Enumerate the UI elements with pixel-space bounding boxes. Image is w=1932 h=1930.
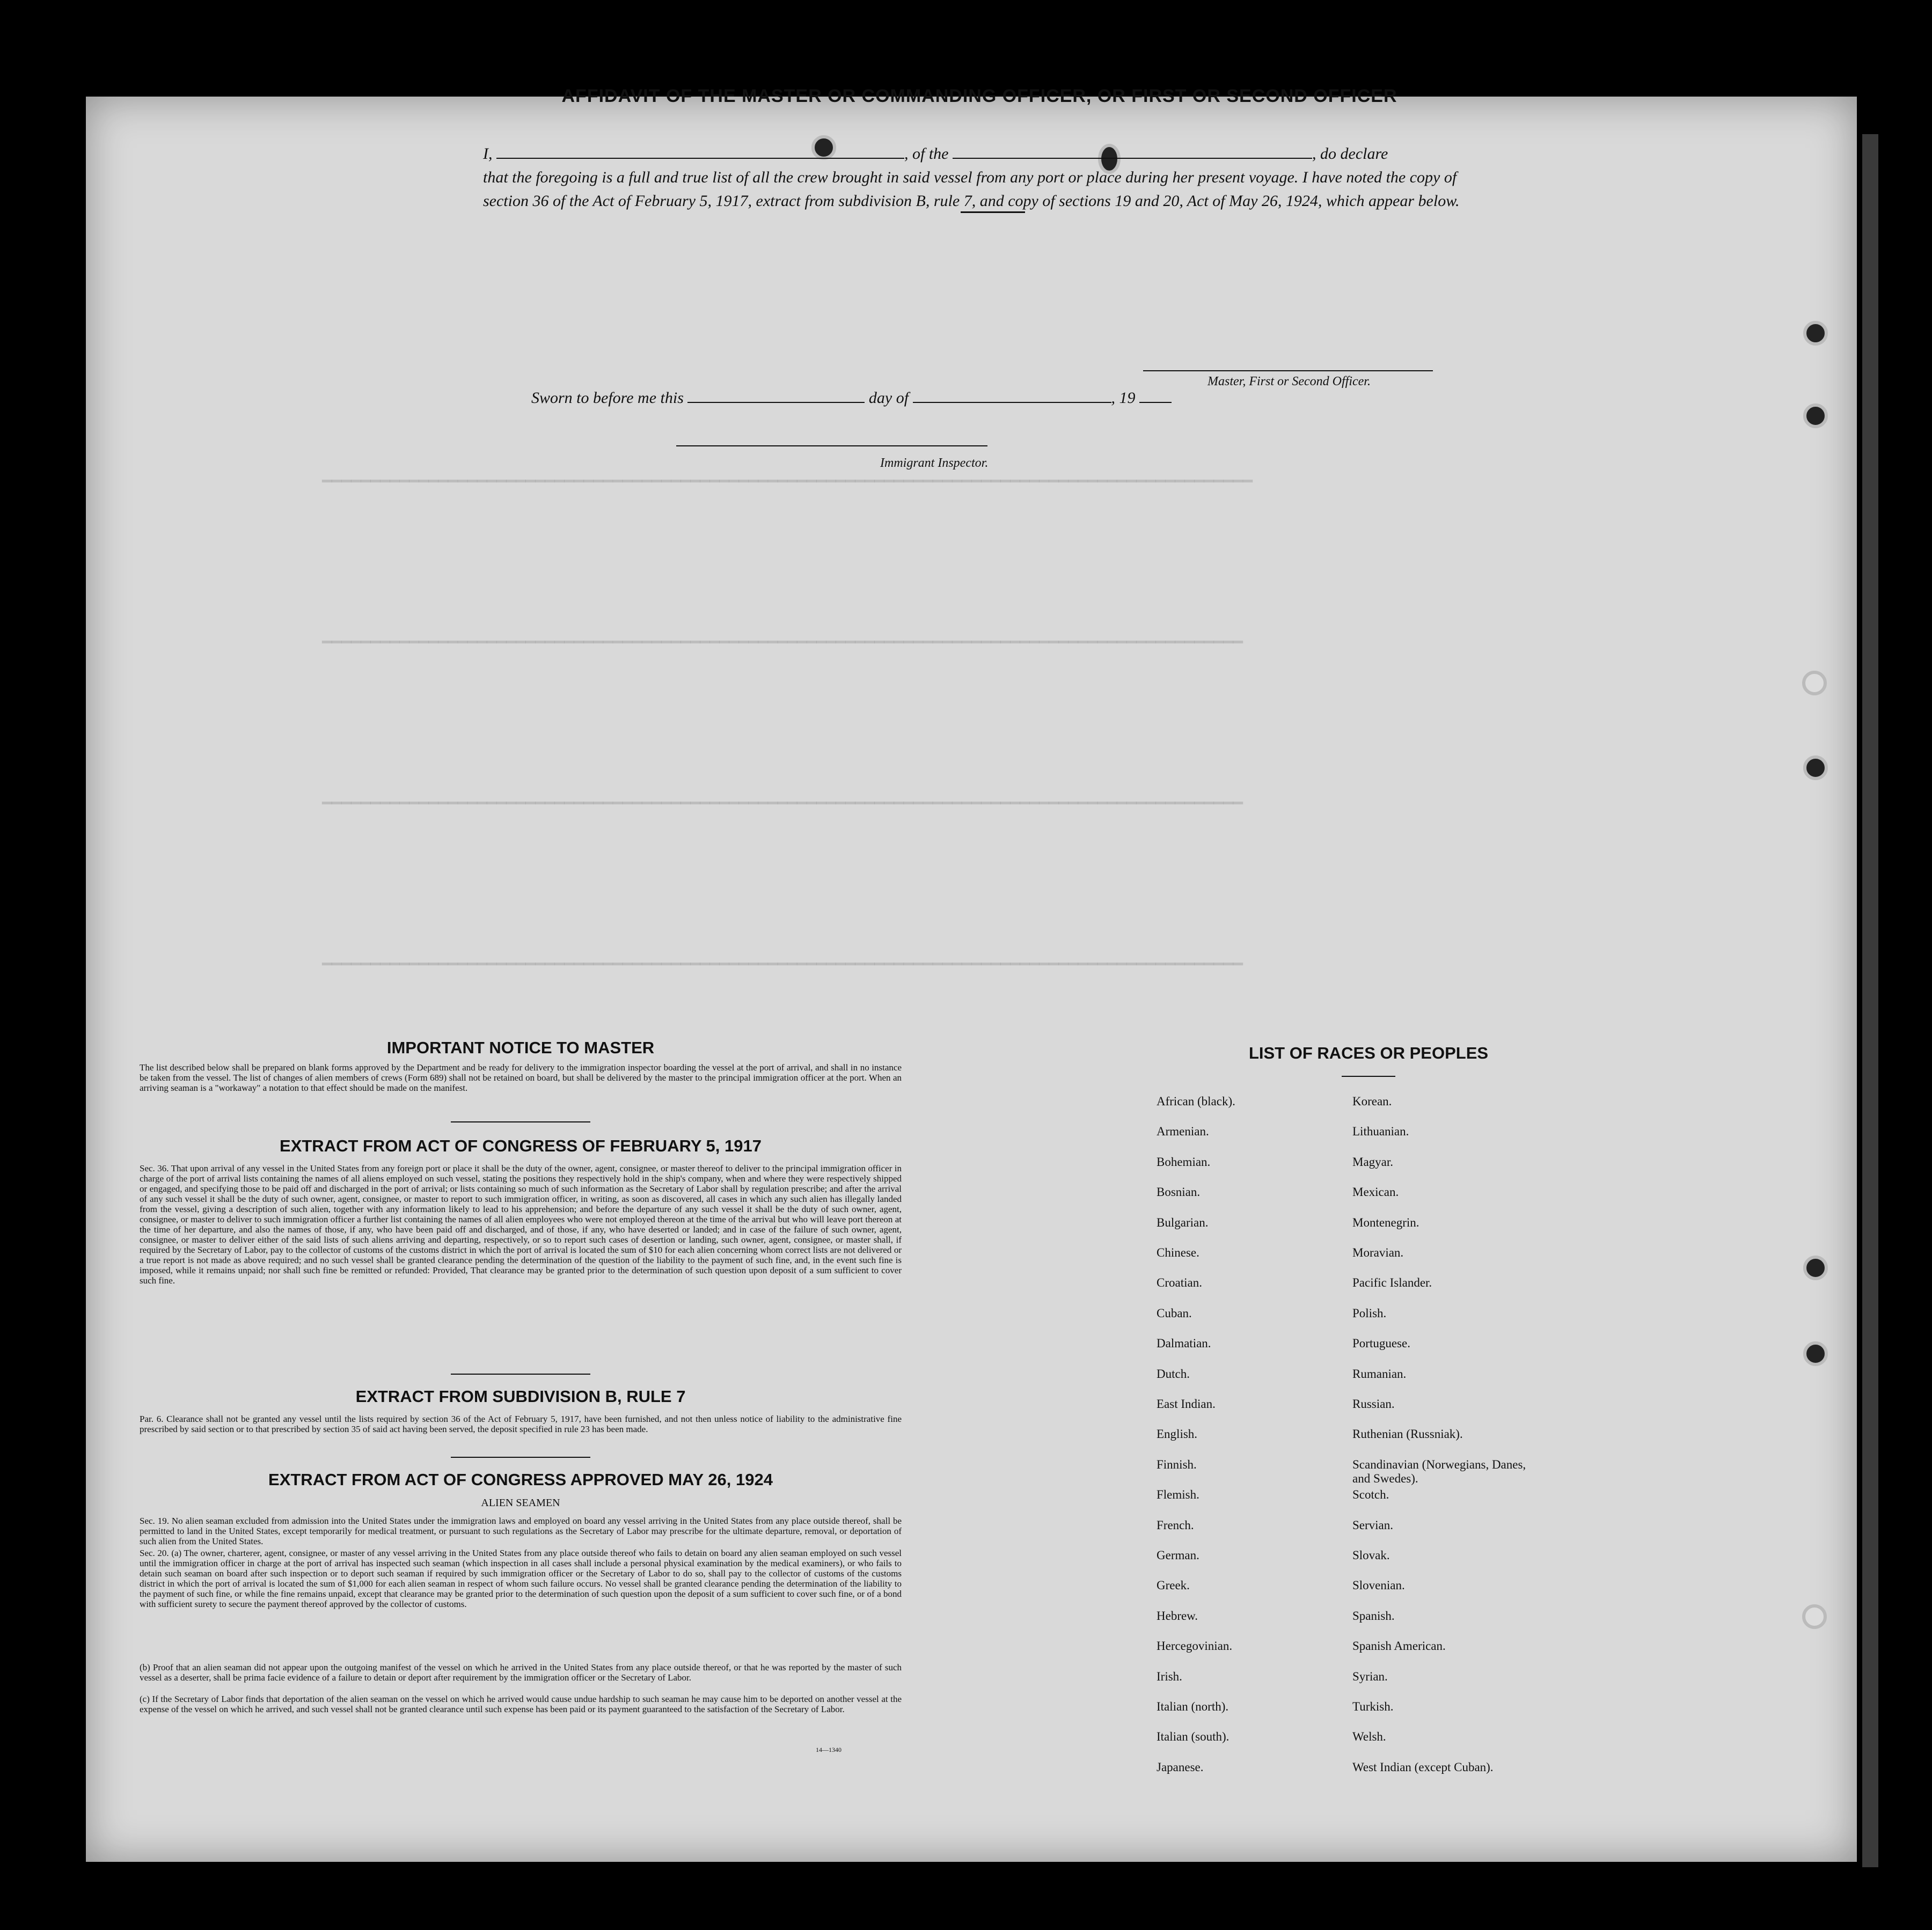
race-item: German. [1157,1549,1199,1562]
race-item: Bulgarian. [1157,1215,1209,1229]
race-item: African (black). [1157,1095,1235,1108]
race-item: Scotch. [1352,1488,1389,1502]
race-item: Greek. [1157,1579,1190,1593]
punch-hole [1803,1256,1828,1280]
affidavit-body: that the foregoing is a full and true list of all the crew brought in said vessel from any port or place during her present voyage. I have noted the copy of section 36 of the Act of February 5, 1917, extract from subdivision B, rule 7, and copy of sections 19 and 20, Act of May 26, 1924, which appear below. [483,168,1460,210]
rule7-text: Par. 6. Clearance shall not be granted any vessel until the lists required by section 36 of the Act of February 5, 1917, have been furnished, and not then unless notice of liability to the administrative fine prescribed by said section or to that prescribed by section 35 of said act having been served, the deposit specified in rule 23 has been made. [140,1414,902,1434]
race-item: West Indian (except Cuban). [1352,1760,1494,1774]
extract-1917-text: Sec. 36. That upon arrival of any vessel in the United States from any foreign port or place it shall be the duty of the owner, agent, consignee, or master thereof to deliver to the principal immigration officer in charge of the port of arrival lists containing the names of all aliens employed on such vessel, stating the positions they respectively hold in the ship's company, when and where they were respectively shipped or engaged, and specifying those to be paid off and discharged in the port of arrival; or lists containing so much of such information as the Secretary of Labor shall by regulation prescribe; and after the arrival of any such vessel it shall be the duty of such owner, agent, consignee, or master to report to such immigration officer, in writing, as soon as discovered, all cases in which any such alien has illegally landed from the vessel, giving a description of such alien, together with any information likely to lead to his apprehension; and before the departure of any such vessel it shall be the duty of such owner, agent, consignee, or master to deliver to such immigration officer a further list containing the names of all alien employees who were not employed thereon at the time of the arrival but who will leave port thereon at the time of her departure, and also the names of those, if any, who have been paid off and discharged, and of those, if any, who have deserted or landed; and in case of the failure of such owner, agent, consignee, or master to deliver either of the said lists of such aliens arriving and departing, respectively, or so to report such cases of desertion or landing, such owner, agent, consignee, or master shall, if required by the Secretary of Labor, pay to the collector of customs of the customs district in which the port of arrival is located the sum of $10 for each alien concerning whom correct lists are not delivered or a true report is not made as above required; and no such vessel shall be granted clearance pending the determination of the question of the liability to the payment of such fine, and, in the event such fine is imposed, while it remains unpaid; nor shall such fine be remitted or refunded: Provided, That clearance may be granted prior to the determination of such question upon deposit of a sum sufficient to cover such fine. [140,1163,902,1286]
punch-hole [1803,403,1828,428]
race-item: Bohemian. [1157,1155,1211,1169]
extract-1924-sec20c: (c) If the Secretary of Labor finds that deportation of the alien seaman on the vessel on which he arrived would cause undue hardship to such seaman he may cause him to be deported on another vessel at the expense of the vessel on which he arrived, and such vessel shall not be granted clearance until such expense has been paid or its payment guaranteed to the satisfaction of the Secretary of Labor. [140,1694,902,1714]
extract-1924-sec20a: Sec. 20. (a) The owner, charterer, agent, consignee, or master of any vessel arriving in the United States from any place outside thereof who fails to detain on board any alien seaman employed on such vessel until the immigration officer in charge at the port of arrival has inspected such seaman (which inspection in all cases shall include a personal physical examination by the medical examiners), or who fails to detain such seaman on board after such inspection or to deport such seaman if required by such immigration officer or the Secretary of Labor to do so, shall pay to the collector of customs of the customs district in which the port of arrival is located the sum of $1,000 for each alien seaman in respect of whom such failure occurs. No vessel shall be granted clearance pending the determination of the liability to the payment of such fine, or while the fine remains unpaid, except that clearance may be granted prior to the determination of such question upon the deposit of a sum sufficient to cover such fine, or of a bond with sufficient surety to secure the payment thereof approved by the collector of customs. [140,1548,902,1609]
alien-seamen-subtitle: ALIEN SEAMEN [481,1497,560,1509]
extract-1924-sec20b: (b) Proof that an alien seaman did not appear upon the outgoing manifest of the vessel on which he arrived in the United States from any place outside thereof, or that he was reported by the master of such vessel as a deserter, shall be prima facie evidence of a failure to detain or deport after requirement by the immigration officer or the Secretary of Labor. [140,1662,902,1683]
race-item: Cuban. [1157,1306,1192,1320]
race-item: Scandinavian (Norwegians, Danes, and Swedes). [1352,1457,1526,1485]
race-item: Slovenian. [1352,1579,1405,1593]
notice-text: The list described below shall be prepared on blank forms approved by the Department and be ready for delivery to the immigration inspector boarding the vessel at the port of arrival, and shall in no instance be taken from the vessel. The list of changes of alien members of crews (Form 689) shall not be retained on board, but shall be delivered by the master to the principal immigration officer at the port. When an arriving seaman is a "workaway" a notation to that effect should be made on the manifest. [140,1062,902,1093]
name-blank[interactable] [496,158,904,159]
signature-line[interactable] [1143,370,1433,371]
inspector-caption: Immigrant Inspector. [880,456,989,470]
race-item: Moravian. [1352,1246,1404,1259]
race-item: Polish. [1352,1306,1387,1320]
punch-hole [1803,321,1828,346]
extract-1917-title: EXTRACT FROM ACT OF CONGRESS OF FEBRUARY 5, 1917 [280,1136,762,1155]
race-item: Armenian. [1157,1125,1209,1139]
affidavit-text: I, , of the , do declare that the foregoing is a full and true list of all the crew brought in said vessel from any port or place during her present voyage. I have noted the copy of section 36 of the Act of February 5, 1917, extract from subdivision B, rule 7, and copy of sections 19 and 20, Act of May 26, 1924, which appear below. [483,145,1460,210]
race-item: Spanish American. [1352,1639,1446,1653]
extract-1924-title: EXTRACT FROM ACT OF CONGRESS APPROVED MAY 26, 1924 [268,1470,773,1489]
extract-1924-sec19: Sec. 19. No alien seaman excluded from admission into the United States under the immigration laws and employed on board any vessel arriving in the United States from any place outside thereof, shall be permitted to land in the United States, except temporarily for medical treatment, or pursuant to such regulations as the Secretary of Labor may prescribe for the ultimate departure, removal, or deportation of such alien from the United States. [140,1516,902,1546]
bleed-through-text: ━━━━━━━━━━━━━━━━━━━━━━━━━━━━━━━━━━━━━━━━━━━━━━━━━━━━━━━━━━━━━━━━━━━━━━━━━━━━━━━━━━━━━━━━━━━━━━━ [322,635,1243,653]
race-item: Japanese. [1157,1760,1204,1774]
divider [451,1457,590,1458]
race-item: Portuguese. [1352,1337,1410,1351]
race-item: Pacific Islander. [1352,1276,1432,1290]
divider [451,1121,590,1122]
punch-hole [1803,755,1828,780]
race-item: Italian (north). [1157,1700,1229,1713]
race-item: French. [1157,1518,1194,1532]
race-item: Montenegrin. [1352,1215,1419,1229]
rule7-title: EXTRACT FROM SUBDIVISION B, RULE 7 [355,1387,686,1406]
race-item: Dalmatian. [1157,1337,1211,1351]
race-item: Russian. [1352,1397,1395,1411]
race-item: Turkish. [1352,1700,1394,1713]
bleed-through-text: ━━━━━━━━━━━━━━━━━━━━━━━━━━━━━━━━━━━━━━━━━━━━━━━━━━━━━━━━━━━━━━━━━━━━━━━━━━━━━━━━━━━━━━━━━━━━━━━ [322,957,1243,975]
race-item: Flemish. [1157,1488,1199,1502]
race-item: Magyar. [1352,1155,1394,1169]
race-item: Korean. [1352,1095,1392,1108]
race-item: Finnish. [1157,1457,1197,1471]
inspector-signature-line[interactable] [676,445,987,446]
race-item: Slovak. [1352,1549,1390,1562]
race-item: Rumanian. [1352,1367,1407,1381]
race-item: Spanish. [1352,1609,1395,1623]
race-item: Mexican. [1352,1185,1399,1199]
page-edge [1862,134,1878,1867]
sworn-year-blank[interactable] [1139,402,1172,403]
punch-hole [1803,1341,1828,1366]
race-item: Welsh. [1352,1730,1386,1744]
sworn-line: Sworn to before me this day of , 19 [483,386,1476,410]
divider [451,1374,590,1375]
sworn-month-blank[interactable] [913,402,1111,403]
bleed-through-text: ━━━━━━━━━━━━━━━━━━━━━━━━━━━━━━━━━━━━━━━━━━━━━━━━━━━━━━━━━━━━━━━━━━━━━━━━━━━━━━━━━━━━━━━━━━━━━━━ [322,796,1243,814]
race-item: Irish. [1157,1669,1182,1683]
race-item: Chinese. [1157,1246,1199,1259]
bleed-through-text: ━━━━━━━━━━━━━━━━━━━━━━━━━━━━━━━━━━━━━━━━━━━━━━━━━━━━━━━━━━━━━━━━━━━━━━━━━━━━━━━━━━━━━━━━━━━━━━━━ [322,474,1253,492]
race-item: Dutch. [1157,1367,1190,1381]
form-number: 14—1340 [816,1746,841,1753]
races-title: LIST OF RACES OR PEOPLES [1248,1044,1489,1062]
punch-hole [1802,1604,1827,1629]
affidavit-title: AFFIDAVIT OF THE MASTER OR COMMANDING OFFICER, OR FIRST OR SECOND OFFICER [561,86,1397,106]
race-item: Hercegovinian. [1157,1639,1233,1653]
race-item: Hebrew. [1157,1609,1198,1623]
vessel-blank[interactable] [953,158,1312,159]
race-item: Bosnian. [1157,1185,1201,1199]
punch-hole [1802,671,1827,695]
race-item: East Indian. [1157,1397,1216,1411]
sworn-day-blank[interactable] [687,402,865,403]
race-item: Servian. [1352,1518,1394,1532]
race-item: English. [1157,1427,1198,1441]
notice-title: IMPORTANT NOTICE TO MASTER [386,1038,655,1057]
race-item: Ruthenian (Russniak). [1352,1427,1463,1441]
race-item: Lithuanian. [1352,1125,1409,1139]
race-item: Syrian. [1352,1669,1388,1683]
divider [1342,1076,1395,1077]
race-item: Italian (south). [1157,1730,1230,1744]
signature-caption: Master, First or Second Officer. [1208,375,1371,388]
race-item: Croatian. [1157,1276,1202,1290]
